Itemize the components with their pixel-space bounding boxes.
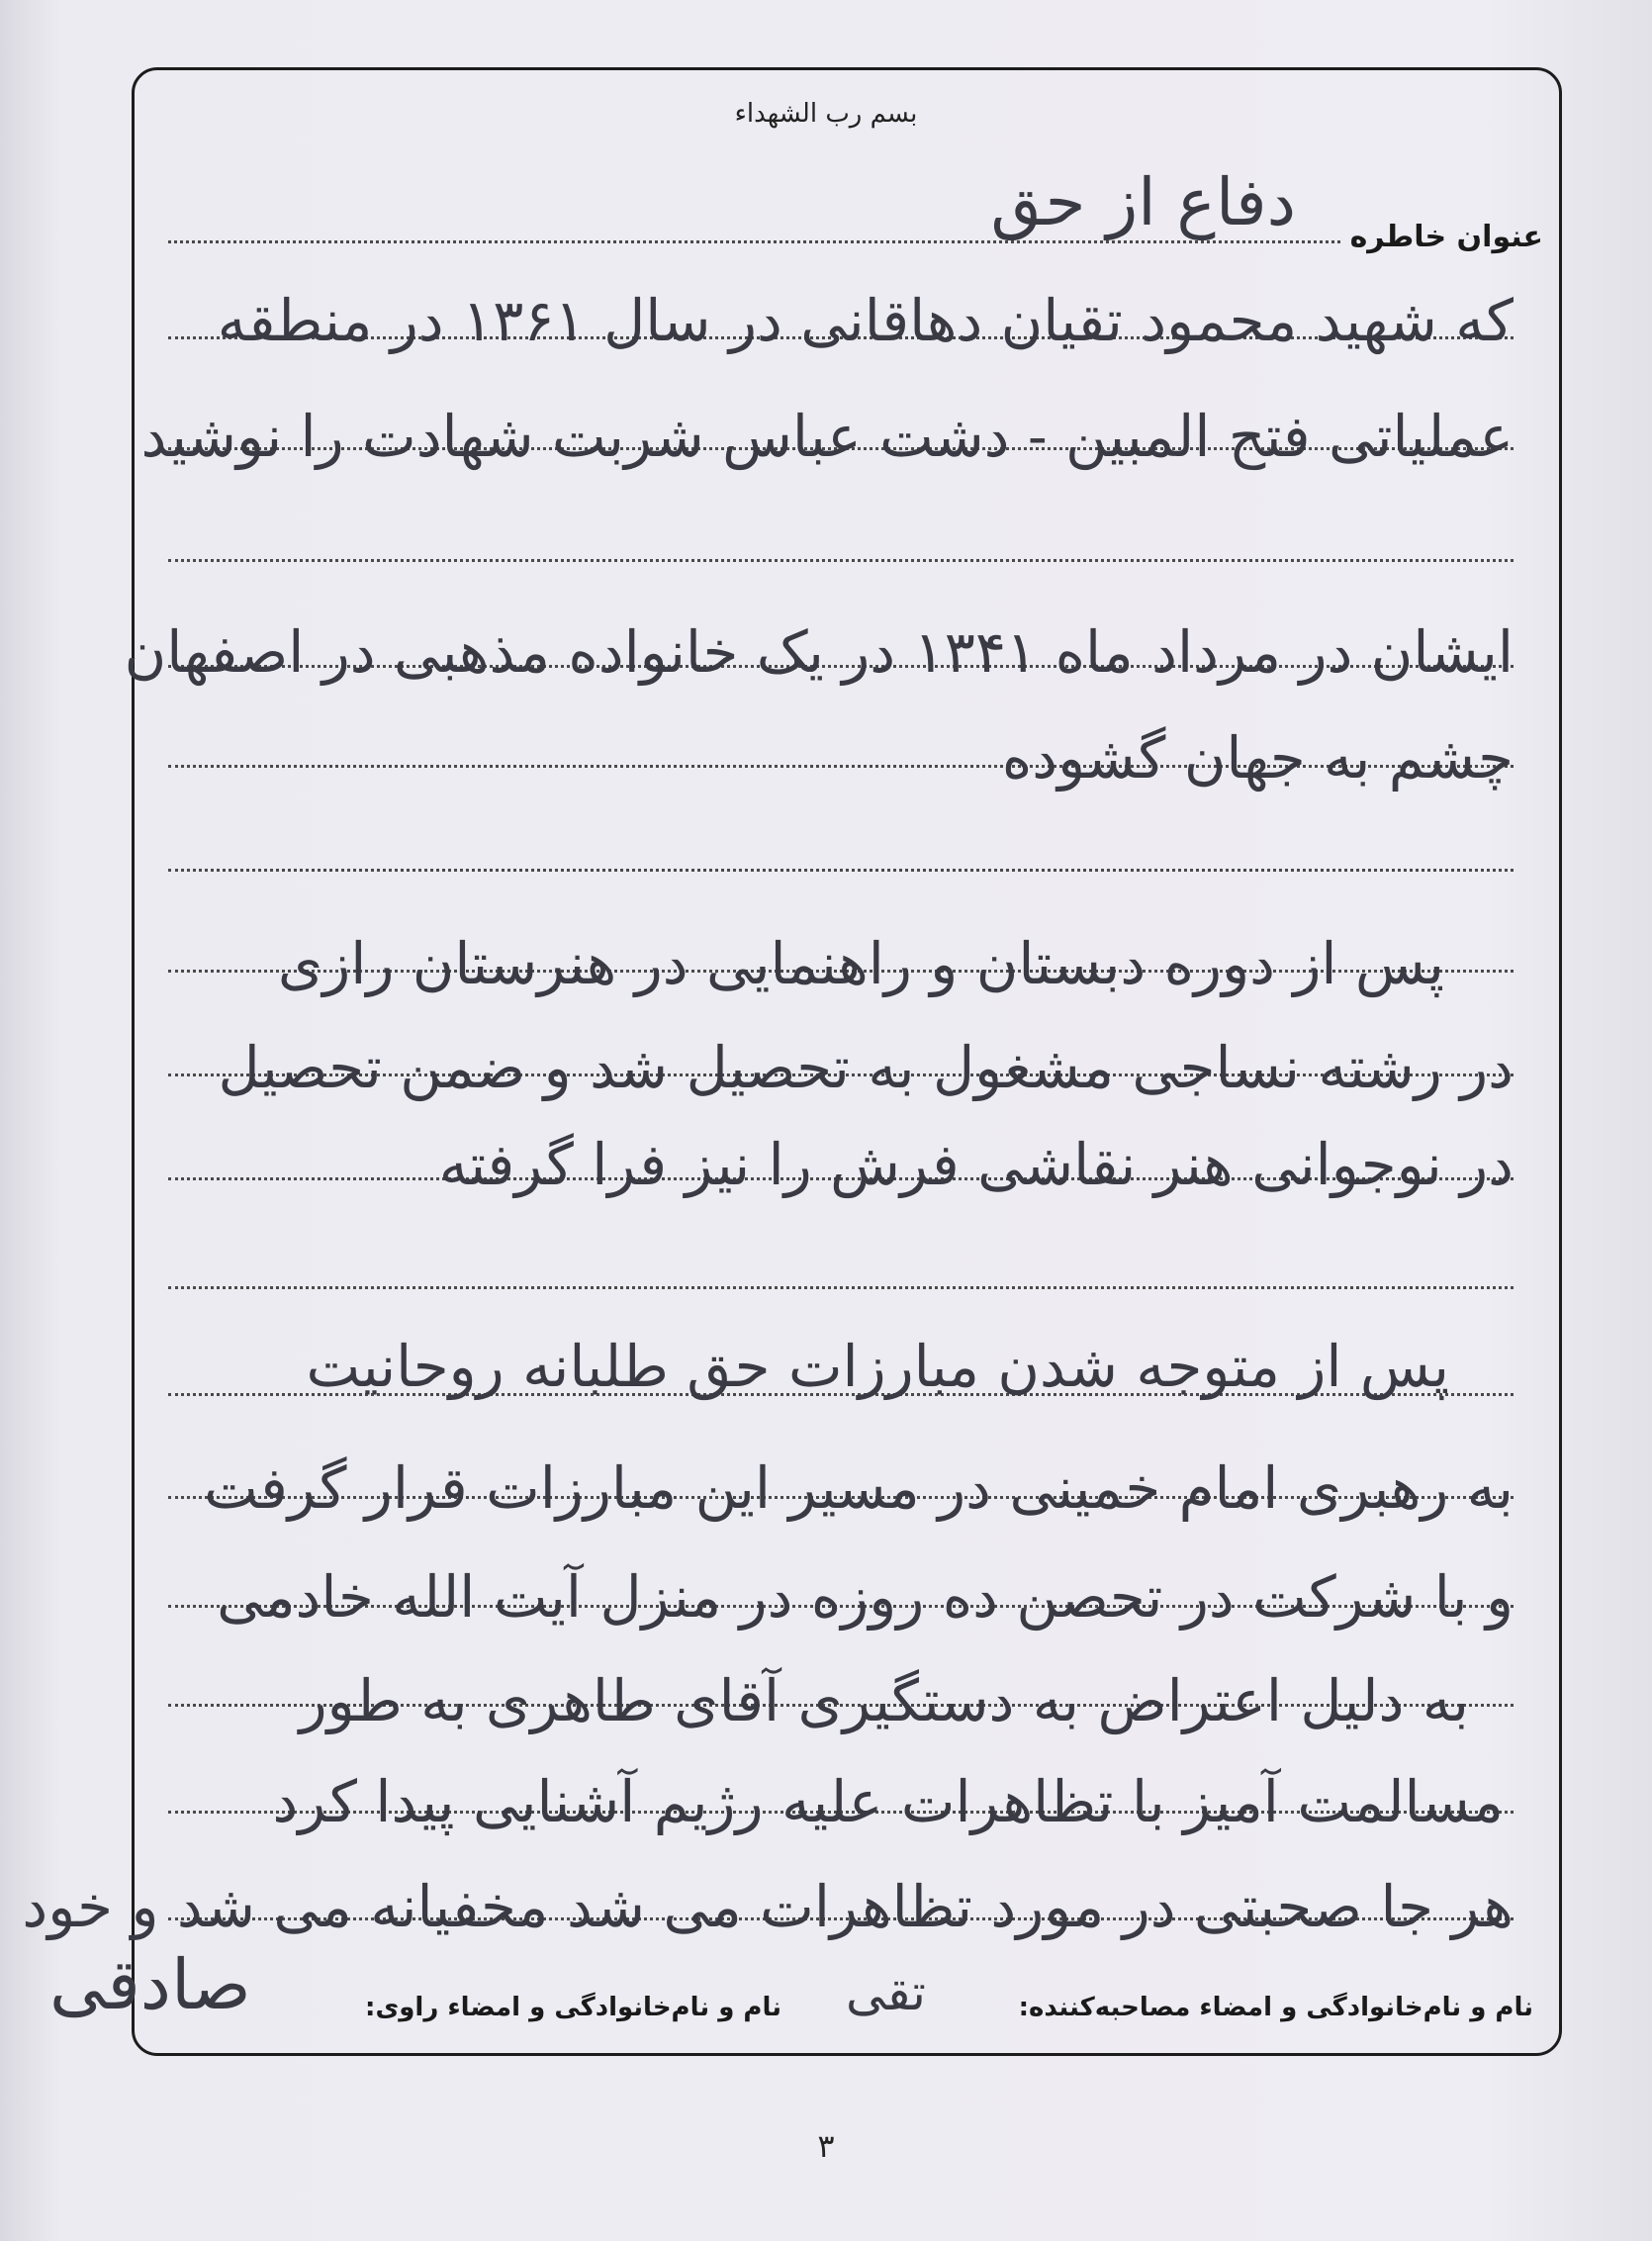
handwritten-line: در رشته نساجی مشغول به تحصیل شد و ضمن تحصیل <box>218 1034 1514 1101</box>
handwritten-line: پس از متوجه شدن مبارزات حق طلبانه روحانیت <box>306 1333 1449 1400</box>
handwritten-line: مسالمت آمیز با تظاهرات علیه رژیم آشنایی پیدا کرد <box>272 1768 1504 1835</box>
ruled-line <box>168 1286 1514 1289</box>
handwritten-line: عملیاتی فتح المبین - دشت عباس شربت شهادت را نوشید <box>140 403 1514 470</box>
handwritten-line: که شهید محمود تقیان دهاقانی در سال ۱۳۶۱ در منطقه <box>217 287 1514 354</box>
page-number: ۳ <box>817 2127 835 2165</box>
narrator-signature-label: نام و نام‌خانوادگی و امضاء راوی: <box>365 1993 781 2022</box>
handwritten-line: به دلیل اعتراض به دستگیری آقای طاهری به طور <box>299 1667 1469 1734</box>
handwritten-line: ایشان در مرداد ماه ۱۳۴۱ در یک خانواده مذهبی در اصفهان <box>124 618 1514 686</box>
ruled-line <box>168 869 1514 872</box>
handwritten-line: به رهبری امام خمینی در مسیر این مبارزات قرار گرفت <box>204 1454 1514 1522</box>
interviewer-signature: تقی <box>846 1964 926 2021</box>
handwritten-line: پس از دوره دبستان و راهنمایی در هنرستان رازی <box>277 930 1444 997</box>
narrator-signature: صادقی <box>49 1944 251 2025</box>
handwritten-line: چشم به جهان گشوده <box>1001 724 1514 792</box>
basmala-header: بسم رب الشهداء <box>734 99 918 129</box>
handwritten-line: و با شرکت در تحصن ده روزه در منزل آیت الله خادمی <box>217 1563 1514 1631</box>
handwritten-line: در نوجوانی هنر نقاشی فرش را نیز فرا گرفته <box>438 1131 1514 1198</box>
handwritten-line: هر جا صحبتی در مورد تظاهرات می شد مخفیانه می شد و خود <box>22 1873 1514 1940</box>
title-label: عنوان خاطره <box>1349 220 1543 254</box>
title-dotted-line <box>168 240 1340 243</box>
title-handwriting: دفاع از حق <box>990 164 1296 240</box>
ruled-line <box>168 559 1514 562</box>
interviewer-signature-label: نام و نام‌خانوادگی و امضاء مصاحبه‌کننده: <box>1018 1993 1533 2022</box>
